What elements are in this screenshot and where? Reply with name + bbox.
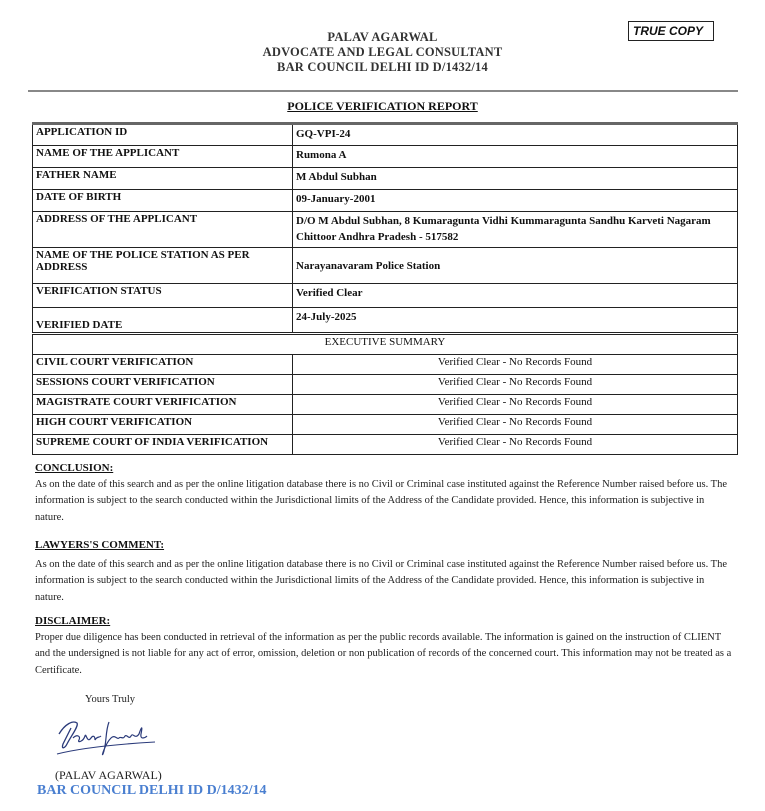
field-label: VERIFICATION STATUS xyxy=(33,284,293,308)
field-label: VERIFIED DATE xyxy=(33,308,293,333)
conclusion-heading: CONCLUSION: xyxy=(35,462,114,474)
court-status: Verified Clear - No Records Found xyxy=(293,375,738,395)
disclaimer-text: Proper due diligence has been conducted in retrieval of the information as per the public records available. The information is gained on the instruction of CLIENT and the undersigned is not liable for any act of error, omission, deletion or non publication of records of the concerned court. This information may not be treated as a Certificate. xyxy=(35,631,732,676)
field-label: ADDRESS OF THE APPLICANT xyxy=(33,212,293,248)
court-label: SESSIONS COURT VERIFICATION xyxy=(33,375,293,395)
field-value: Verified Clear xyxy=(293,284,738,308)
field-value: 09-January-2001 xyxy=(293,190,738,212)
executive-summary-table xyxy=(32,334,738,455)
court-status: Verified Clear - No Records Found xyxy=(293,435,738,455)
field-label: DATE OF BIRTH xyxy=(33,190,293,212)
lawyers-comment-text: As on the date of this search and as per the online litigation database there is no Civil or Criminal case instituted against the Reference Number raised before us. The information is subject to the search conducted within the Jurisdictional limits of the Address of the Candidate provided. Hence, this information is subjective in nature. xyxy=(35,558,728,603)
conclusion-text: As on the date of this search and as per the online litigation database there is no Civil or Criminal case instituted against the Reference Number raised before us. The information is subject to the search conducted within the Jurisdictional limits of the Address of the Candidate provided. Hence, this information is subjective in nature. xyxy=(35,478,728,523)
signatory-name: (PALAV AGARWAL) xyxy=(55,768,162,782)
table-row xyxy=(33,395,738,415)
report-title: POLICE VERIFICATION REPORT xyxy=(287,99,478,113)
table-row xyxy=(33,355,738,375)
field-label: APPLICATION ID xyxy=(33,124,293,146)
table-header-row xyxy=(33,335,738,355)
table-row xyxy=(33,308,738,333)
table-row xyxy=(33,284,738,308)
field-label: NAME OF THE POLICE STATION AS PER ADDRESS xyxy=(33,248,293,284)
table-row xyxy=(33,124,738,146)
table-row xyxy=(33,375,738,395)
field-value: M Abdul Subhan xyxy=(293,168,738,190)
summary-title: EXECUTIVE SUMMARY xyxy=(33,335,738,355)
court-label: SUPREME COURT OF INDIA VERIFICATION xyxy=(33,435,293,455)
field-value: D/O M Abdul Subhan, 8 Kumaragunta Vidhi Kummaragunta Sandhu Karveti Nagaram Chittoor Andhra Pradesh - 517582 xyxy=(293,212,738,248)
table-row xyxy=(33,415,738,435)
field-value: Rumona A xyxy=(293,146,738,168)
signature-icon xyxy=(51,714,161,764)
disclaimer-section xyxy=(35,613,735,679)
lawyers-comment-section xyxy=(35,537,735,606)
header-divider xyxy=(28,90,738,92)
table-row xyxy=(33,168,738,190)
court-label: HIGH COURT VERIFICATION xyxy=(33,415,293,435)
field-value: GQ-VPI-24 xyxy=(293,124,738,146)
table-row xyxy=(33,435,738,455)
field-value: 24-July-2025 xyxy=(293,308,738,333)
field-value: Narayanavaram Police Station xyxy=(293,248,738,284)
table-row xyxy=(33,190,738,212)
court-status: Verified Clear - No Records Found xyxy=(293,355,738,375)
court-label: MAGISTRATE COURT VERIFICATION xyxy=(33,395,293,415)
table-row xyxy=(33,248,738,284)
field-label: NAME OF THE APPLICANT xyxy=(33,146,293,168)
closing-text: Yours Truly xyxy=(85,694,136,705)
applicant-details-table xyxy=(32,122,738,333)
court-status: Verified Clear - No Records Found xyxy=(293,395,738,415)
true-copy-stamp: TRUE COPY xyxy=(628,21,714,41)
bar-council-id: BAR COUNCIL DELHI ID D/1432/14 xyxy=(277,60,488,74)
lawyers-comment-heading: LAWYERS'S COMMENT: xyxy=(35,539,165,551)
court-status: Verified Clear - No Records Found xyxy=(293,415,738,435)
disclaimer-heading: DISCLAIMER: xyxy=(35,615,111,627)
conclusion-section xyxy=(35,460,735,526)
signatory-bar-id: BAR COUNCIL DELHI ID D/1432/14 xyxy=(37,783,267,798)
table-row xyxy=(33,212,738,248)
table-row xyxy=(33,146,738,168)
field-label: FATHER NAME xyxy=(33,168,293,190)
advocate-name: PALAV AGARWAL xyxy=(327,30,438,44)
advocate-title: ADVOCATE AND LEGAL CONSULTANT xyxy=(262,45,503,59)
court-label: CIVIL COURT VERIFICATION xyxy=(33,355,293,375)
